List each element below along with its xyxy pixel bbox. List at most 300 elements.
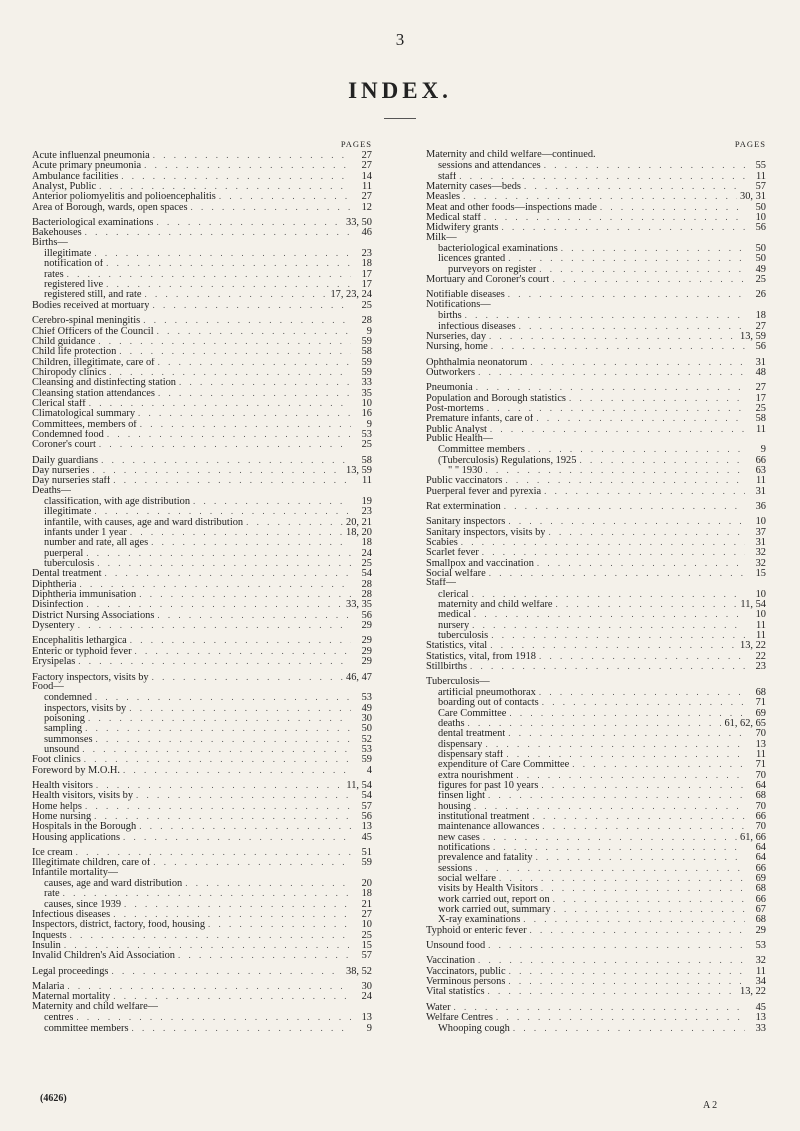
- dot-leader: [541, 780, 745, 790]
- entry-pages: 13, 59: [346, 464, 372, 476]
- entry-pages: 33: [755, 1022, 766, 1034]
- entry-label: dispensary: [438, 739, 483, 750]
- dot-leader: [136, 790, 351, 800]
- dot-leader: [561, 243, 745, 253]
- entry-label: housing: [438, 801, 471, 812]
- index-entry: [426, 790, 766, 800]
- index-entry: [32, 682, 372, 692]
- entry-pages: 18: [361, 537, 372, 549]
- entry-label: Diphtheria immunisation: [32, 590, 137, 601]
- entry-pages: 23: [361, 248, 372, 260]
- entry-label: Notifiable diseases: [426, 290, 505, 301]
- entry-pages: 11: [755, 475, 766, 487]
- entry-label: Acute primary pneumonia: [32, 161, 142, 172]
- entry-label: social welfare: [438, 874, 496, 885]
- dot-leader: [579, 455, 745, 465]
- entry-label: Cerebro-spinal meningitis: [32, 316, 141, 327]
- entry-label: Enteric or typhoid fever: [32, 646, 132, 657]
- dot-leader: [111, 966, 343, 976]
- entry-pages: 71: [755, 697, 766, 709]
- entry-pages: 32: [755, 557, 766, 569]
- index-entry: [32, 790, 372, 800]
- dot-leader: [113, 475, 351, 485]
- dot-leader: [143, 315, 351, 325]
- entry-label: Sanitary inspectors: [426, 517, 506, 528]
- dot-leader: [544, 486, 745, 496]
- index-entry: [426, 863, 766, 873]
- dot-leader: [144, 160, 351, 170]
- index-entry: [426, 589, 766, 599]
- dot-leader: [185, 878, 351, 888]
- entry-label: Premature infants, care of: [426, 414, 534, 425]
- index-entry: [426, 780, 766, 790]
- dot-leader: [536, 413, 745, 423]
- dot-leader: [139, 821, 351, 831]
- entry-pages: 29: [361, 620, 372, 632]
- entry-pages: 69: [755, 873, 766, 885]
- entry-label: Committee members: [438, 445, 525, 456]
- dot-leader: [246, 517, 343, 527]
- entry-label: notifications: [438, 843, 490, 853]
- entry-label: Maternal mortality: [32, 992, 111, 1003]
- index-entry: [32, 821, 372, 831]
- entry-label: Outworkers: [426, 367, 476, 378]
- entry-pages: 58: [361, 346, 372, 358]
- index-entry: [426, 801, 766, 811]
- entry-label: Scabies: [426, 538, 458, 549]
- entry-label: Water: [426, 1002, 451, 1013]
- index-entry: [426, 955, 766, 965]
- entry-pages: 9: [760, 444, 766, 456]
- entry-pages: 58: [755, 413, 766, 425]
- entry-label: Hospitals in the Borough: [32, 822, 137, 833]
- index-entry: [32, 289, 372, 299]
- dot-leader: [482, 547, 745, 557]
- index-entry: [32, 832, 372, 842]
- entry-label: Chief Officers of the Council: [32, 326, 154, 337]
- index-entry: [32, 429, 372, 439]
- index-entry: [32, 346, 372, 356]
- entry-label: bacteriological examinations: [438, 244, 558, 255]
- index-entry: [426, 940, 766, 950]
- entry-pages: 50: [755, 253, 766, 265]
- index-entry: [32, 656, 372, 666]
- index-entry: [426, 661, 766, 671]
- dot-leader: [499, 873, 745, 883]
- index-entry: [32, 357, 372, 367]
- index-entry: [426, 331, 766, 341]
- entry-pages: 36: [755, 501, 766, 512]
- index-entry: [32, 754, 372, 764]
- dot-leader: [539, 264, 745, 274]
- entry-pages: 66: [755, 862, 766, 874]
- index-entry: [426, 1002, 766, 1012]
- index-entry: [32, 646, 372, 656]
- index-entry: [426, 728, 766, 738]
- entry-label: illegitimate: [44, 507, 92, 518]
- entry-label: Daily guardians: [32, 455, 99, 466]
- entry-label: Nurseries, day: [426, 331, 487, 342]
- index-entry: [32, 150, 372, 160]
- index-entry: [32, 258, 372, 268]
- print-code: (4626): [40, 1093, 67, 1104]
- entry-label: Bacteriological examinations: [32, 218, 154, 229]
- dot-leader: [178, 950, 351, 960]
- index-entry: [426, 191, 766, 201]
- entry-label: committee members: [44, 1023, 129, 1034]
- index-entry: [32, 610, 372, 620]
- entry-pages: 34: [755, 976, 766, 988]
- dot-leader: [152, 300, 351, 310]
- index-entry: [32, 599, 372, 609]
- entry-label: Verminous persons: [426, 977, 506, 988]
- index-entry: [32, 367, 372, 377]
- entry-pages: 20: [361, 878, 372, 890]
- entry-pages: 13, 22: [740, 986, 766, 998]
- dot-leader: [470, 661, 745, 671]
- entry-label: infants under 1 year: [44, 528, 127, 539]
- index-entry: [32, 950, 372, 960]
- index-entry: [426, 413, 766, 423]
- entry-label: medical: [438, 610, 471, 621]
- entry-label: new cases: [438, 832, 480, 843]
- index-entry: [32, 620, 372, 630]
- entry-label: Clerical staff: [32, 398, 86, 409]
- entry-label: dental treatment: [438, 729, 506, 740]
- entry-label: Invalid Children's Aid Association: [32, 951, 176, 962]
- index-entry: [426, 160, 766, 170]
- index-entry: [32, 419, 372, 429]
- dot-leader: [84, 754, 351, 764]
- index-entry: [426, 253, 766, 263]
- entry-pages: 68: [755, 883, 766, 895]
- index-entry: [426, 677, 766, 687]
- entry-label: Disinfection: [32, 600, 84, 611]
- index-entry: [426, 222, 766, 232]
- index-entry: [426, 770, 766, 780]
- dot-leader: [101, 455, 351, 465]
- entry-label: Nursing, home: [426, 342, 488, 353]
- entry-pages: 25: [361, 299, 372, 311]
- index-left-column: [32, 138, 372, 1033]
- entry-label: staff: [438, 171, 457, 182]
- entry-label: Scarlet fever: [426, 548, 479, 559]
- index-entry: [32, 811, 372, 821]
- entry-label: Legal proceedings: [32, 966, 109, 977]
- dot-leader: [219, 191, 351, 201]
- entry-pages: 14: [361, 170, 372, 182]
- dot-leader: [465, 310, 745, 320]
- entry-label: Post-mortems: [426, 403, 484, 414]
- index-entry: [32, 171, 372, 181]
- dot-leader: [94, 811, 351, 821]
- index-entry: [32, 991, 372, 1001]
- entry-label: unsound: [44, 744, 80, 755]
- entry-pages: 56: [755, 341, 766, 353]
- entry-pages: 13: [361, 1012, 372, 1024]
- dot-leader: [491, 341, 745, 351]
- entry-pages: 56: [755, 222, 766, 234]
- index-entry: [426, 873, 766, 883]
- entry-pages: 27: [361, 150, 372, 161]
- entry-pages: 38, 52: [346, 965, 372, 977]
- index-entry: [32, 160, 372, 170]
- dot-leader: [488, 790, 745, 800]
- entry-pages: 16: [361, 408, 372, 420]
- dot-leader: [493, 842, 745, 852]
- entry-pages: 17: [755, 392, 766, 404]
- index-entry: [32, 408, 372, 418]
- entry-label: Condemned food: [32, 429, 104, 440]
- entry-label: tuberculosis: [44, 559, 95, 570]
- entry-pages: 27: [361, 909, 372, 921]
- dot-leader: [463, 191, 737, 201]
- entry-label: infectious diseases: [438, 321, 516, 332]
- index-entry: [32, 496, 372, 506]
- entry-pages: 56: [361, 609, 372, 621]
- index-entry: [32, 227, 372, 237]
- entry-label: Births—: [32, 237, 68, 248]
- dot-leader: [123, 832, 351, 842]
- entry-pages: 53: [361, 428, 372, 440]
- entry-pages: 70: [755, 728, 766, 740]
- index-entry: [426, 651, 766, 661]
- entry-pages: 33: [361, 377, 372, 389]
- entry-pages: 46, 47: [346, 671, 372, 683]
- entry-label: Staff—: [426, 578, 457, 589]
- dot-leader: [508, 728, 745, 738]
- entry-pages: 29: [755, 924, 766, 936]
- entry-label: Home nursing: [32, 811, 92, 822]
- entry-label: infantile, with causes, age and ward distribution: [44, 517, 244, 528]
- entry-label: Inquests: [32, 930, 67, 941]
- entry-label: Maternity and child welfare—: [32, 1001, 159, 1012]
- index-entry: [426, 264, 766, 274]
- dot-leader: [92, 465, 343, 475]
- entry-label: Ambulance facilities: [32, 171, 119, 182]
- index-entry: [426, 516, 766, 526]
- index-entry: [426, 321, 766, 331]
- index-entry: [426, 599, 766, 609]
- dot-leader: [508, 253, 745, 263]
- index-entry: [32, 868, 372, 878]
- dot-leader: [121, 171, 351, 181]
- index-entry: [426, 894, 766, 904]
- entry-label: Population and Borough statistics: [426, 393, 566, 404]
- entry-pages: 11: [755, 170, 766, 182]
- entry-pages: 68: [755, 686, 766, 698]
- dot-leader: [485, 465, 745, 475]
- dot-leader: [97, 558, 351, 568]
- entry-label: Day nurseries: [32, 465, 90, 476]
- dot-leader: [89, 398, 351, 408]
- entry-pages: 29: [361, 635, 372, 647]
- entry-label: Puerperal fever and pyrexia: [426, 486, 542, 497]
- entry-pages: 59: [361, 366, 372, 378]
- dot-leader: [508, 976, 745, 986]
- dot-leader: [519, 321, 745, 331]
- entry-pages: 11: [755, 423, 766, 435]
- entry-label: rates: [44, 269, 64, 280]
- index-entry: [32, 439, 372, 449]
- index-entry: [32, 579, 372, 589]
- entry-label: maternity and child welfare: [438, 600, 553, 611]
- dot-leader: [504, 501, 745, 511]
- entry-pages: 32: [755, 547, 766, 559]
- entry-label: Foot clinics: [32, 755, 81, 766]
- entry-label: Chiropody clinics: [32, 367, 107, 378]
- index-entry: [426, 310, 766, 320]
- entry-label: poisoning: [44, 713, 85, 724]
- index-entry: [426, 424, 766, 434]
- dot-leader: [508, 289, 745, 299]
- index-entry: [426, 455, 766, 465]
- entry-label: Child life protection: [32, 347, 117, 358]
- entry-pages: 52: [361, 733, 372, 745]
- index-entry: [426, 382, 766, 392]
- index-entry: [32, 857, 372, 867]
- index-entry: [32, 981, 372, 991]
- dot-leader: [536, 852, 745, 862]
- dot-leader: [106, 258, 351, 268]
- index-entry: [32, 377, 372, 387]
- entry-label: work carried out, report on: [438, 894, 550, 905]
- entry-label: visits by Health Visitors: [438, 884, 538, 895]
- index-entry: [32, 1023, 372, 1033]
- dot-leader: [145, 289, 328, 299]
- dot-leader: [548, 527, 745, 537]
- index-entry: [426, 341, 766, 351]
- entry-label: Pneumonia: [426, 383, 473, 394]
- index-entry: [426, 527, 766, 537]
- entry-label: nursery: [438, 620, 470, 631]
- entry-label: District Nursing Associations: [32, 610, 155, 621]
- entry-pages: 53: [361, 743, 372, 755]
- entry-label: Rat extermination: [426, 502, 501, 512]
- entry-label: Midwifery grants: [426, 223, 499, 234]
- entry-label: rate: [44, 889, 60, 900]
- entry-label: Area of Borough, wards, open spaces: [32, 202, 188, 213]
- entry-label: maintenance allowances: [438, 822, 540, 833]
- entry-label: Notifications—: [426, 299, 491, 310]
- dot-leader: [132, 1023, 351, 1033]
- index-right-column: [426, 138, 766, 1033]
- entry-pages: 13, 59: [740, 330, 766, 342]
- index-entry: [32, 486, 372, 496]
- entry-pages: 11: [755, 630, 766, 642]
- entry-pages: 26: [755, 289, 766, 301]
- index-entry: [426, 547, 766, 557]
- entry-pages: 10: [361, 919, 372, 931]
- index-entry: [426, 609, 766, 619]
- dot-leader: [478, 955, 745, 965]
- index-entry: [426, 568, 766, 578]
- dot-leader: [67, 981, 351, 991]
- entry-label: Whooping cough: [438, 1023, 510, 1034]
- entry-pages: 18: [361, 888, 372, 900]
- entry-label: " " 1930: [448, 465, 483, 476]
- index-entry: [426, 357, 766, 367]
- entry-label: Measles: [426, 192, 461, 203]
- dot-leader: [569, 393, 745, 403]
- entry-pages: 27: [361, 191, 372, 203]
- entry-pages: 10: [361, 397, 372, 409]
- entry-label: notification of: [44, 259, 104, 270]
- entry-pages: 25: [361, 929, 372, 941]
- entry-pages: 28: [361, 315, 372, 327]
- index-entry: [32, 269, 372, 279]
- index-entry: [32, 455, 372, 465]
- dot-leader: [135, 646, 351, 656]
- entry-pages: 28: [361, 589, 372, 601]
- dot-leader: [106, 279, 351, 289]
- entry-pages: 30: [361, 712, 372, 724]
- entry-pages: 27: [755, 382, 766, 394]
- entry-label: Inspectors, district, factory, food, housing: [32, 920, 206, 931]
- index-entry: [426, 739, 766, 749]
- dot-leader: [193, 496, 351, 506]
- entry-pages: 18, 20: [346, 527, 372, 539]
- dot-leader: [468, 718, 722, 728]
- entry-label: expenditure of Care Committee: [438, 760, 570, 771]
- dot-leader: [484, 212, 745, 222]
- entry-label: number and rate, all ages: [44, 538, 149, 549]
- dot-leader: [530, 357, 745, 367]
- index-entry: [426, 914, 766, 924]
- dot-leader: [475, 863, 745, 873]
- entry-label: Welfare Centres: [426, 1013, 493, 1024]
- entry-pages: 59: [361, 356, 372, 368]
- entry-label: Cleansing station attendances: [32, 388, 155, 399]
- index-entry: [32, 966, 372, 976]
- index-entry: [32, 899, 372, 909]
- entry-label: Dental treatment: [32, 569, 102, 580]
- index-entry: [32, 888, 372, 898]
- entry-label: (Tuberculosis) Regulations, 1925: [438, 455, 577, 466]
- entry-pages: 13, 22: [740, 640, 766, 652]
- entry-label: prevalence and fatality: [438, 853, 533, 864]
- dot-leader: [158, 357, 351, 367]
- index-entry: [426, 444, 766, 454]
- entry-label: licences granted: [438, 254, 506, 265]
- index-entry: [32, 1002, 372, 1012]
- dot-leader: [509, 708, 745, 718]
- index-entry: [32, 506, 372, 516]
- entry-label: sessions and attendances: [438, 161, 541, 172]
- dot-leader: [208, 919, 351, 929]
- dot-leader: [94, 506, 351, 516]
- entry-pages: 25: [361, 558, 372, 570]
- entry-pages: 64: [755, 779, 766, 791]
- entry-pages: 56: [361, 810, 372, 822]
- dot-leader: [153, 857, 351, 867]
- entry-label: Dysentery: [32, 621, 75, 632]
- entry-label: Tuberculosis—: [426, 676, 490, 687]
- dot-leader: [63, 888, 351, 898]
- entry-pages: 61, 66: [740, 831, 766, 843]
- entry-label: dispensary staff: [438, 749, 504, 760]
- entry-pages: 53: [755, 940, 766, 952]
- page-number: 3: [395, 30, 405, 49]
- entry-label: deaths: [438, 718, 465, 729]
- entry-label: registered still, and rate: [44, 290, 142, 301]
- entry-label: Vaccinators, public: [426, 966, 506, 977]
- entry-pages: 50: [755, 243, 766, 255]
- entry-label: Day nurseries staff: [32, 476, 111, 487]
- entry-pages: 54: [361, 790, 372, 802]
- entry-label: Erysipelas: [32, 657, 76, 668]
- dot-leader: [86, 599, 343, 609]
